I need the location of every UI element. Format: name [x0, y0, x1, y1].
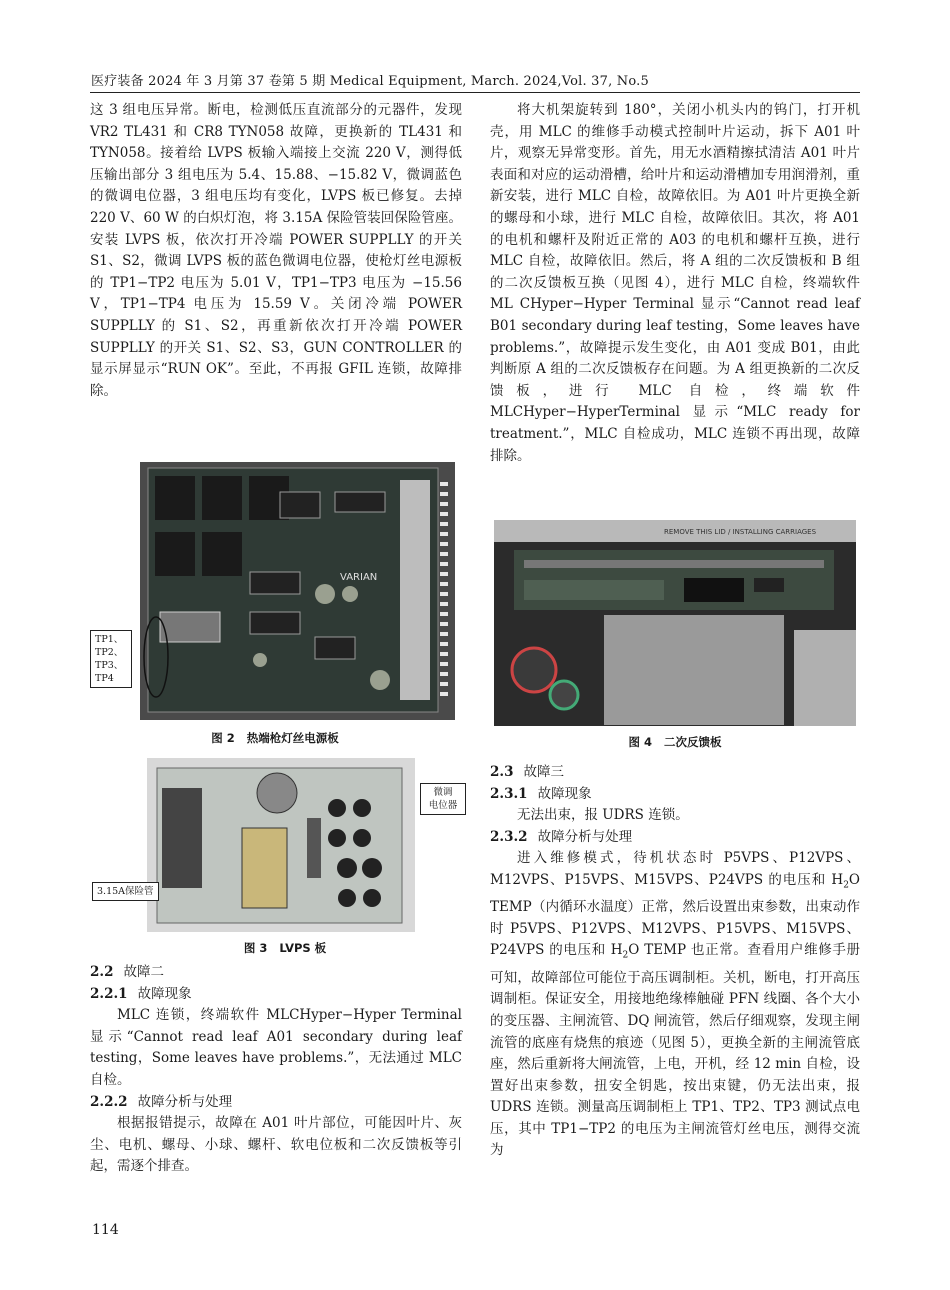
section-2-2-1-heading: [90, 984, 462, 1006]
figure-2-tp-callout: [90, 630, 132, 688]
section-2-2-2-heading: [90, 1092, 462, 1114]
section-number: 2.2.1: [90, 985, 128, 1002]
running-header: 医疗装备 2024 年 3 月第 37 卷第 5 期 Medical Equipment, March. 2024,Vol. 37, No.5: [91, 74, 649, 89]
left-paragraph-1: 这 3 组电压异常。断电，检测低压直流部分的元器件，发现 VR2 TL431 和 CR8 TYN058 故障，更换新的 TL431 和 TYN058。接着给 LVPS 板输入端接上交流 220 V，测得低压输出部分 3 组电压为 5.4、15.88、−15.82 V，微调蓝色的微调电位器，3 组电压均有变化，LVPS 板已修复。去掉 220 V、60 W 的白炽灯泡，将 3.15A 保险管装回保险管座。安装 LVPS 板，依次打开冷端 POWER SUPPLLY 的开关 S1、S2，微调 LVPS 板的蓝色微调电位器，使枪灯丝电源板的 TP1−TP2 电压为 5.01 V，TP1−TP3 电压为 −15.56 V，TP1−TP4 电压为 15.59 V。关闭冷端 POWER SUPPLLY 的 S1、S2，再重新依次打开冷端 POWER SUPPLLY 的开关 S1、S2、S3，GUN CONTROLLER 的显示屏显示“RUN OK”。至此，不再报 GFIL 连锁，故障排除。: [90, 102, 462, 399]
section-number: 2.2.2: [90, 1093, 128, 1110]
section-2-3-2-heading: [490, 827, 860, 849]
figure-3-image: [147, 758, 415, 932]
lid-label: REMOVE THIS LID / INSTALLING CARRIAGES: [664, 528, 817, 536]
figure-3-caption-number: 图 3: [243, 941, 268, 955]
section-number: 2.3.2: [490, 828, 528, 845]
callout-line: 电位器: [428, 800, 458, 811]
section-number: 2.2: [90, 964, 114, 980]
circuit-board-illustration: [140, 462, 455, 720]
section-title: 故障二: [123, 964, 164, 980]
right-column-lower: [490, 762, 860, 1162]
section-2-2-heading: [90, 962, 462, 984]
left-paragraph-3: 根据报错提示，故障在 A01 叶片部位，可能因叶片、灰尘、电机、螺母、小球、螺杆、软电位板和二次反馈板等引起，需逐个排查。: [90, 1115, 462, 1175]
figure-3-caption: [150, 940, 420, 956]
subscript: 2: [843, 880, 849, 891]
left-column-lower: [90, 962, 462, 1178]
paragraph-segment: O TEMP 也正常。查看用户维修手册可知，故障部位可能位于高压调制柜。关机，断电，打开高压调制柜。保证安全，用接地绝缘棒触碰 PFN 线圈、各个大小的变压器、主闸流管、DQ 闸流管，然后仔细观察，发现主闸流管的底座有烧焦的痕迹（见图 5），更换全新的主闸流管底座，然后重新将大闸流管，上电，开机，经 12 min 自检，设置好出束参数，扭安全钥匙，按出束键，仍无法出束，报 UDRS 连锁。测量高压调制柜上 TP1、TP2、TP3 测试点电压，其中 TP1−TP2 的电压为主闸流管灯丝电压，测得交流为: [490, 942, 861, 1159]
figure-3-caption-text: LVPS 板: [279, 941, 327, 955]
section-2-3-1-heading: [490, 784, 860, 806]
section-2-3-heading: [490, 762, 860, 784]
right-paragraph-2: 无法出束，报 UDRS 连锁。: [517, 807, 689, 824]
figure-2-caption-text: 热端枪灯丝电源板: [246, 731, 339, 745]
figure-2-image: [140, 462, 455, 720]
callout-line: 微调: [433, 787, 453, 798]
section-number: 2.3: [490, 764, 514, 780]
figure-2-caption: [140, 730, 410, 746]
callout-line: TP2、: [95, 647, 124, 658]
section-title: 故障分析与处理: [137, 1093, 233, 1110]
section-title: 故障三: [523, 764, 564, 780]
figure-4-image: [494, 520, 856, 726]
page-number: 114: [92, 1222, 119, 1238]
feedback-board-illustration: [494, 520, 856, 726]
paragraph-segment: 进入维修模式，待机状态时 P5VPS、P12VPS、M12VPS、P15VPS、M15VPS、P24VPS 的电压和 H: [490, 850, 860, 888]
lvps-board-illustration: [147, 758, 415, 932]
callout-line: TP1、: [95, 634, 124, 645]
subscript: 2: [622, 951, 629, 962]
figure-4-caption-number: 图 4: [628, 735, 652, 749]
section-title: 故障现象: [537, 785, 592, 802]
left-column: [90, 100, 462, 402]
right-paragraph-1: 将大机架旋转到 180°，关闭小机头内的钨门，打开机壳，用 MLC 的维修手动模式控制叶片运动，拆下 A01 叶片，观察无异常变形。首先，用无水酒精擦拭清洁 A01 叶片表面和对应的运动滑槽，给叶片和运动滑槽加专用润滑剂，重新安装，进行 MLC 自检，故障依旧。为 A01 叶片更换全新的螺母和小球，进行 MLC 自检，故障依旧。其次，将 A01 的电机和螺杆及附近正常的 A03 的电机和螺杆互换，进行 MLC 自检，故障依旧。然后，将 A 组的二次反馈板和 B 组的二次反馈板互换（见图 4），进行 MLC 自检，终端软件 ML CHyper−Hyper Terminal 显示“Cannot read leaf B01 secondary during leaf testing，Some leaves have problems.”，故障提示发生变化，由 A01 变成 B01，由此判断原 A 组的二次反馈板存在问题。为 A 组更换新的二次反馈板，进行 MLC 自检，终端软件 MLCHyper−HyperTerminal 显示“MLC ready for treatment.”，MLC 自检成功，MLC 连锁不再出现，故障排除。: [490, 102, 860, 464]
figure-3-trimmer-callout: [420, 783, 466, 815]
board-brand-label: VARIAN: [340, 572, 378, 583]
left-paragraph-2: MLC 连锁，终端软件 MLCHyper−Hyper Terminal 显示“Cannot read leaf A01 secondary during leaf testing，Some leaves have problems.”，无法通过 MLC 自检。: [90, 1007, 462, 1088]
paragraph-segment: O TEMP（内循环水温度）正常，然后设置出束参数，出束动作时 P5VPS、P12VPS、M12VPS、P15VPS、M15VPS、P24VPS 的电压和 H: [490, 871, 860, 959]
right-paragraph-3: [490, 848, 860, 1162]
callout-line: TP3、: [95, 660, 124, 671]
section-number: 2.3.1: [490, 785, 528, 802]
figure-2-caption-number: 图 2: [211, 731, 235, 745]
section-title: 故障分析与处理: [537, 828, 633, 845]
header-rule: [90, 92, 860, 93]
right-column: [490, 100, 860, 467]
section-title: 故障现象: [137, 985, 192, 1002]
callout-line: TP4: [95, 673, 114, 684]
figure-4-caption-text: 二次反馈板: [664, 735, 722, 749]
figure-3-fuse-callout: 3.15A保险管: [92, 882, 159, 901]
figure-4-caption: [540, 734, 810, 750]
